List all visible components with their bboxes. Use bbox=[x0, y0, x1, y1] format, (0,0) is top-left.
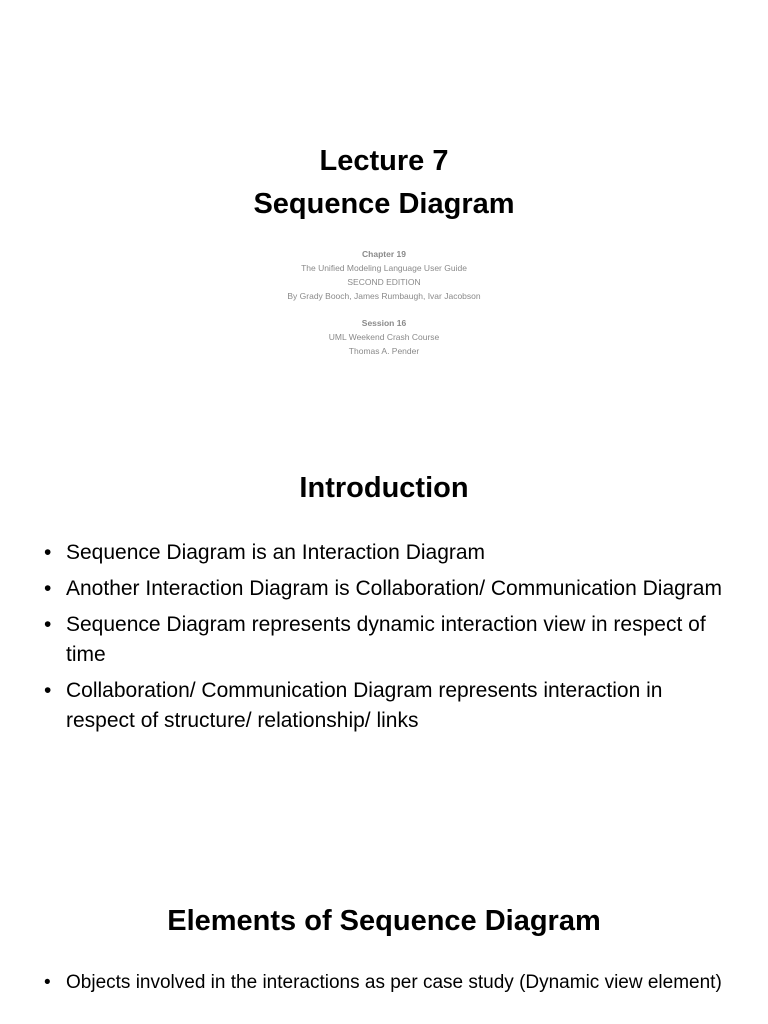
list-item bbox=[40, 676, 730, 736]
introduction-heading: Introduction bbox=[299, 472, 469, 504]
introduction-slide bbox=[0, 430, 768, 860]
bullet-icon: • bbox=[44, 577, 52, 600]
list-item bbox=[40, 538, 730, 568]
bullet-text: Objects involved in the interactions as per case study (Dynamic view element) bbox=[66, 972, 722, 993]
course-label: UML Weekend Crash Course bbox=[328, 332, 440, 342]
bullet-text: Sequence Diagram is an Interaction Diagram bbox=[66, 541, 486, 564]
introduction-bullet-list bbox=[40, 538, 730, 742]
lecture-subtitle: Sequence Diagram bbox=[253, 188, 515, 220]
elements-heading: Elements of Sequence Diagram bbox=[167, 905, 601, 937]
list-item bbox=[40, 574, 730, 604]
bullet-text: Sequence Diagram represents dynamic interaction view in respect of time bbox=[66, 613, 706, 666]
bullet-icon: • bbox=[44, 613, 52, 636]
bullet-text: Another Interaction Diagram is Collaboration/ Communication Diagram bbox=[66, 577, 722, 600]
author2-label: Thomas A. Pender bbox=[348, 346, 420, 356]
authors-label: By Grady Booch, James Rumbaugh, Ivar Jacobson bbox=[287, 291, 481, 301]
bullet-icon: • bbox=[44, 541, 52, 564]
lecture-title: Lecture 7 bbox=[319, 145, 449, 177]
list-item bbox=[40, 610, 730, 670]
edition-label: SECOND EDITION bbox=[347, 277, 421, 287]
list-item bbox=[40, 970, 730, 996]
bullet-icon: • bbox=[44, 679, 52, 702]
elements-slide bbox=[0, 860, 768, 1024]
session-label: Session 16 bbox=[361, 318, 407, 328]
bullet-icon: • bbox=[44, 972, 51, 993]
book-title: The Unified Modeling Language User Guide bbox=[301, 263, 467, 273]
chapter-label: Chapter 19 bbox=[362, 249, 406, 259]
bullet-text: Collaboration/ Communication Diagram represents interaction in respect of structure/ relationship/ links bbox=[66, 679, 663, 732]
title-slide bbox=[0, 0, 768, 430]
elements-bullet-list bbox=[40, 970, 730, 1002]
